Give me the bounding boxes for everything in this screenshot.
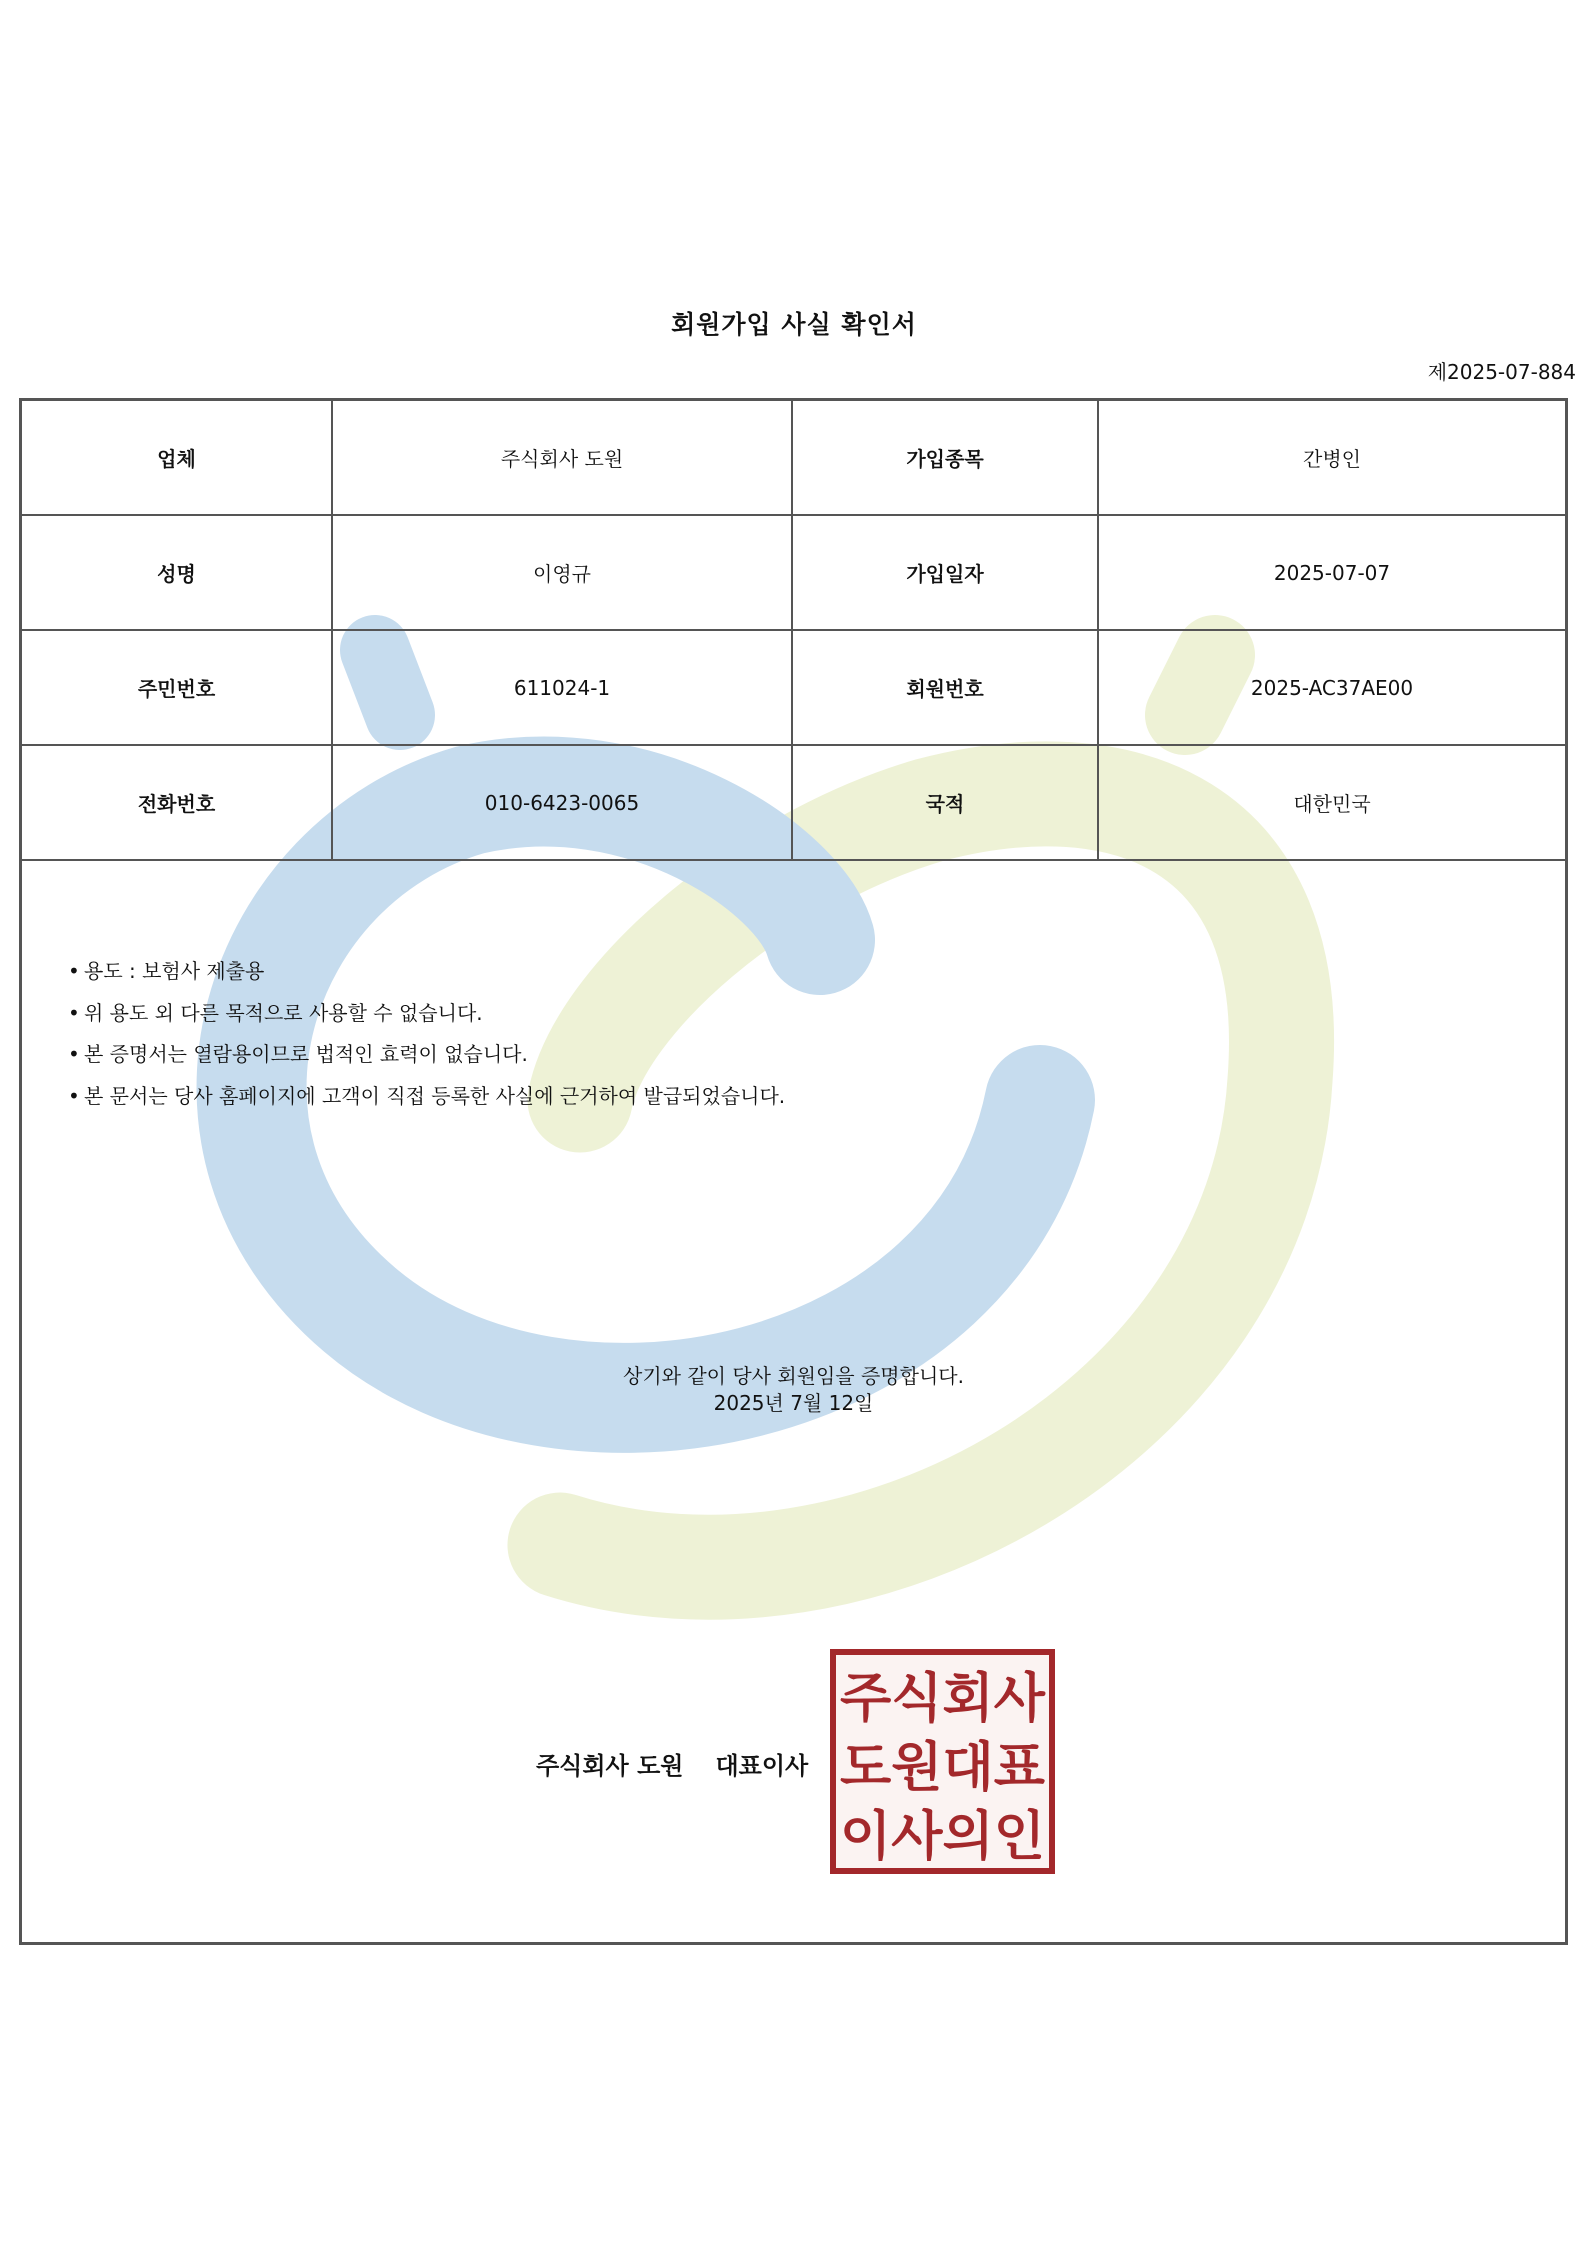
notes-list	[68, 951, 785, 1117]
label-join-date: 가입일자	[792, 515, 1098, 630]
table-row	[22, 745, 1565, 860]
label-membership-type: 가입종목	[792, 401, 1098, 515]
certificate-frame	[19, 398, 1568, 1945]
document-title: 회원가입 사실 확인서	[671, 310, 917, 339]
list-item	[68, 951, 785, 993]
value-company: 주식회사 도원	[332, 401, 792, 515]
label-phone: 전화번호	[22, 745, 332, 860]
bullet: •	[68, 959, 80, 983]
label-resident-number: 주민번호	[22, 630, 332, 745]
label-name: 성명	[22, 515, 332, 630]
list-item	[68, 993, 785, 1035]
bullet: •	[68, 1000, 80, 1025]
label-nationality: 국적	[792, 745, 1098, 860]
table-row	[22, 515, 1565, 630]
seal-line-2: 도원대표	[840, 1737, 1045, 1798]
signature-title: 대표이사	[715, 1752, 809, 1780]
note-text: 위 용도 외 다른 목적으로 사용할 수 없습니다.	[84, 1000, 483, 1025]
member-info-table	[22, 401, 1565, 861]
value-name: 이영규	[332, 515, 792, 630]
value-member-number: 2025-AC37AE00	[1098, 630, 1565, 745]
issue-date: 2025년 7월 12일	[713, 1391, 874, 1415]
certification-statement	[22, 1363, 1565, 1417]
list-item	[68, 1076, 785, 1118]
note-text: 본 증명서는 열람용이므로 법적인 효력이 없습니다.	[84, 1042, 528, 1066]
bullet: •	[68, 1042, 80, 1066]
value-resident-number: 611024-1	[332, 630, 792, 745]
value-join-date: 2025-07-07	[1098, 515, 1565, 630]
signature-company: 주식회사 도원	[536, 1752, 684, 1780]
table-row	[22, 401, 1565, 515]
company-seal	[830, 1649, 1055, 1874]
seal-line-1: 주식회사	[840, 1668, 1046, 1729]
seal-line-3: 이사의인	[840, 1806, 1045, 1867]
signature-line	[536, 1746, 808, 1781]
list-item	[68, 1034, 785, 1076]
note-text: 용도 : 보험사 제출용	[84, 959, 265, 983]
document-number: 제2025-07-884	[1427, 360, 1576, 384]
note-text: 본 문서는 당사 홈페이지에 고객이 직접 등록한 사실에 근거하여 발급되었습니다.	[84, 1083, 786, 1108]
label-member-number: 회원번호	[792, 630, 1098, 745]
value-phone: 010-6423-0065	[332, 745, 792, 860]
statement-text: 상기와 같이 당사 회원임을 증명합니다.	[623, 1364, 964, 1388]
value-membership-type: 간병인	[1098, 401, 1565, 515]
bullet: •	[68, 1083, 80, 1108]
table-row	[22, 630, 1565, 745]
label-company: 업체	[22, 401, 332, 515]
value-nationality: 대한민국	[1098, 745, 1565, 860]
